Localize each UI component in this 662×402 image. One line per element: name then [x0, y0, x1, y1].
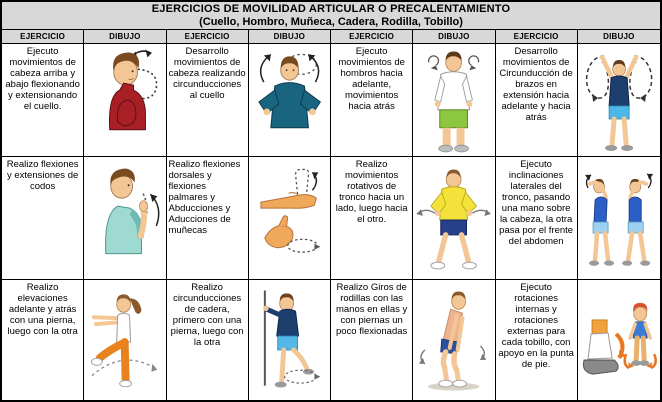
table-row [2, 44, 660, 157]
exercise-description: Realizo flexiones y extensiones de codos [2, 157, 84, 279]
exercise-description: Realizo elevaciones adelante y atrás con una pierna, luego con la otra [2, 280, 84, 400]
exercise-description: Ejecuto rotaciones internas y rotaciones externas para cada tobillo, con apoyo en la punta de pie. [496, 280, 578, 400]
table-row [2, 280, 660, 400]
page-subtitle: (Cuello, Hombro, Muñeca, Cadera, Rodilla, Tobillo) [199, 16, 463, 28]
exercise-description: Desarrollo movimientos de cabeza realizando circunducciones al cuello [167, 44, 249, 156]
exercise-description: Realizo flexiones dorsales y flexiones palmares y Abducciones y Aducciones de muñecas [167, 157, 249, 279]
column-header-row [2, 30, 660, 44]
knee-circles-drawing [413, 280, 495, 400]
exercise-description: Desarrollo movimientos de Circunducción de brazos en extensión hacia adelante y hacia atrás [496, 44, 578, 156]
trunk-rotation-drawing [413, 157, 495, 279]
page-title: EJERCICIOS DE MOVILIDAD ARTICULAR O PRECALENTAMIENTO [151, 3, 511, 15]
column-header-ejercicio-1: EJERCICIO [2, 30, 84, 43]
column-header-dibujo-4: DIBUJO [603, 32, 635, 41]
column-header-ejercicio-4: EJERCICIO [496, 30, 578, 43]
column-header-dibujo-2: DIBUJO [249, 30, 331, 43]
exercise-description: Realizo Giros de rodillas con las manos en ellas y con piernas un poco flexionadas [331, 280, 413, 400]
neck-flexion-drawing [84, 44, 166, 156]
exercise-description: Ejecuto inclinaciones laterales del tronco, pasando una mano sobre la cabeza, la otra pasa por el frente del abdomen [496, 157, 578, 279]
column-header-ejercicio-3: EJERCICIO [331, 30, 413, 43]
elbow-flexion-drawing [84, 157, 166, 279]
column-header-dibujo-3: DIBUJO [413, 30, 495, 43]
table-title-block [2, 2, 660, 30]
wrist-flexion-drawing [249, 157, 331, 279]
neck-circumduction-drawing [249, 44, 331, 156]
table-row [2, 157, 660, 280]
exercise-description: Ejecuto movimientos de cabeza arriba y abajo flexionando y extensionando el cuello. [2, 44, 84, 156]
exercise-description: Ejecuto movimientos de hombros hacia adelante, movimientos hacia atrás [331, 44, 413, 156]
column-header-ejercicio-2: EJERCICIO [167, 30, 249, 43]
lateral-trunk-bend-drawing [578, 157, 660, 279]
ankle-rotation-drawing [578, 280, 660, 400]
leg-swing-drawing [84, 280, 166, 400]
shoulder-roll-drawing [413, 44, 495, 156]
arm-circles-drawing [578, 44, 660, 156]
column-header-dibujo-1: DIBUJO [84, 30, 166, 43]
hip-circumduction-drawing [249, 280, 331, 400]
exercise-description: Realizo movimientos rotativos de tronco hacia un lado, luego hacia el otro. [331, 157, 413, 279]
exercise-description: Realizo circunducciones de cadera, primero con una pierna, luego con la otra [167, 280, 249, 400]
